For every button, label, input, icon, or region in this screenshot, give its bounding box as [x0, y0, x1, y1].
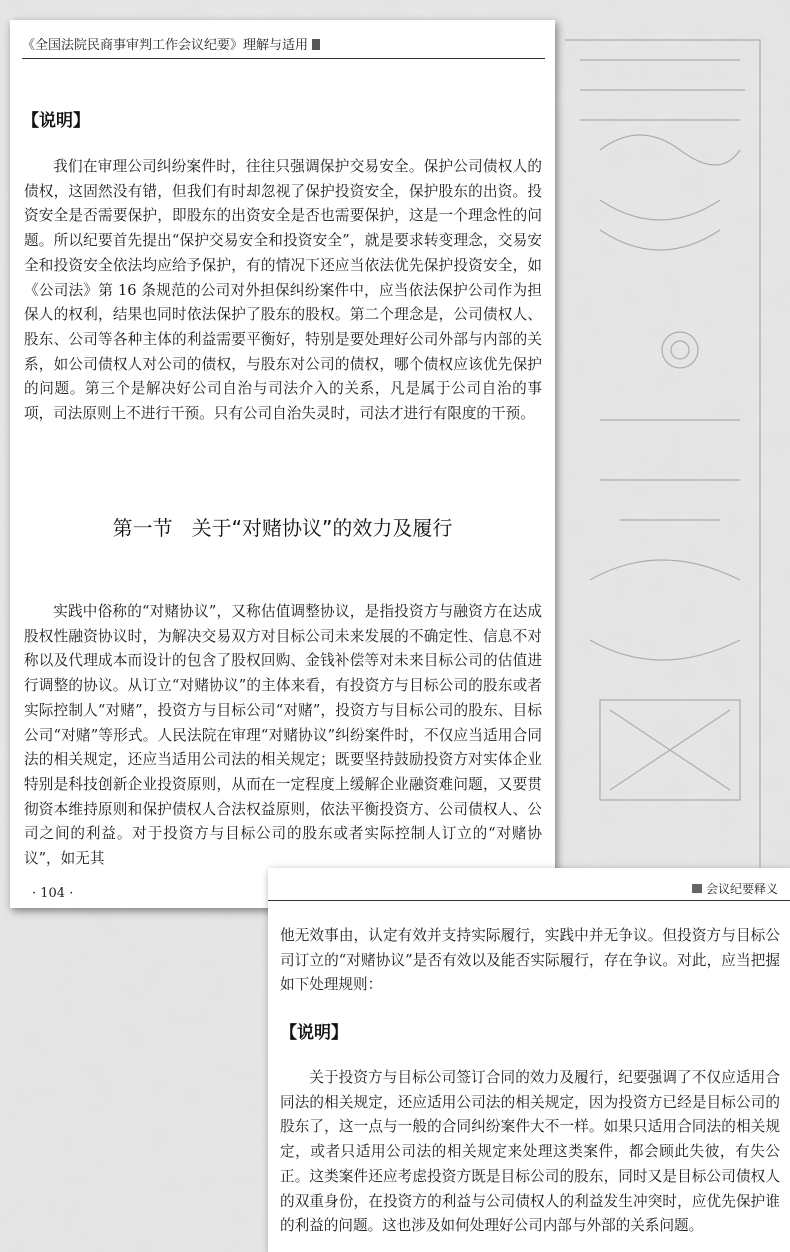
right-book-page — [268, 868, 790, 1252]
header-rule — [268, 900, 790, 901]
header-square-icon — [692, 884, 702, 893]
header-square-icon — [312, 39, 320, 50]
running-header-right — [692, 880, 778, 897]
section-title: 第一节 关于“对赌协议”的效力及履行 — [112, 516, 453, 540]
note-heading: 【说明】 — [22, 111, 90, 131]
left-book-page — [10, 20, 555, 908]
page-number: · 104 · — [32, 886, 74, 901]
continued-paragraph: 他无效事由，认定有效并支持实际履行，实践中并无争议。但投资方与目标公司订立的“对赌协议”是否有效以及能否实际履行，存在争议。对此，应当把握如下处理规则： — [280, 927, 780, 994]
note-heading: 【说明】 — [280, 1023, 348, 1043]
body-paragraph: 实践中俗称的“对赌协议”，又称估值调整协议，是指投资方与融资方在达成股权性融资协议时，为解决交易双方对目标公司未来发展的不确定性、信息不对称以及代理成本而设计的包含了股权回购、金钱补偿等对未来目标公司的估值进行调整的协议。从订立“对赌协议”的主体来看，有投资方与目标公司的股东或者实际控制人“对赌”，投资方与目标公司“对赌”，投资方与目标公司的股东、目标公司“对赌”等形式。人民法院在审理“对赌协议”纠纷案件时，不仅应当适用合同法的相关规定，还应当适用公司法的相关规定；既要坚持鼓励投资方对实体企业特别是科技创新企业投资原则，从而在一定程度上缓解企业融资难问题，又要贯彻资本维持原则和保护债权人合法权益原则，依法平衡投资方、公司债权人、公司之间的利益。对于投资方与目标公司的股东或者实际控制人订立的“对赌协议”，如无其 — [24, 603, 542, 868]
running-header — [22, 34, 545, 59]
running-header-title: 《全国法院民商事审判工作会议纪要》理解与适用 — [22, 38, 309, 53]
running-header-right-title: 会议纪要释义 — [705, 882, 778, 896]
note-paragraph: 我们在审理公司纠纷案件时，往往只强调保护交易安全。保护公司债权人的债权，这固然没有错，但我们有时却忽视了保护投资安全，保护股东的出资。投资安全是否需要保护，即股东的出资安全是否也需要保护，这是一个理念性的问题。所以纪要首先提出“保护交易安全和投资安全”，就是要求转变理念，交易安全和投资安全依法均应给予保护，有的情况下还应当依法优先保护投资安全，如《公司法》第 16 条规范的公司对外担保纠纷案件中，应当依法保护公司作为担保人的权利，结果也同时依法保护了股东的股权。第二个理念是，公司债权人、股东、公司等各种主体的利益需要平衡好，特别是要处理好公司外部与内部的关系，如公司债权人对公司的债权，与股东对公司的债权，哪个债权应该优先保护的问题。第三个是解决好公司自治与司法介入的关系，凡是属于公司自治的事项，司法原则上不进行干预。只有公司自治失灵时，司法才进行有限度的干预。 — [24, 158, 542, 423]
note-paragraph: 关于投资方与目标公司签订合同的效力及履行，纪要强调了不仅应适用合同法的相关规定，还应适用公司法的相关规定，因为投资方已经是目标公司的股东了，这一点与一般的合同纠纷案件大不一样。如果只适用合同法的相关规定，或者只适用公司法的相关规定来处理这类案件，都会顾此失彼，有失公正。这类案件还应考虑投资方既是目标公司的股东，同时又是目标公司债权人的双重身份，在投资方的利益与公司债权人的利益发生冲突时，应优先保护谁的利益的问题。这也涉及如何处理好公司内部与外部的关系问题。 — [280, 1069, 780, 1235]
